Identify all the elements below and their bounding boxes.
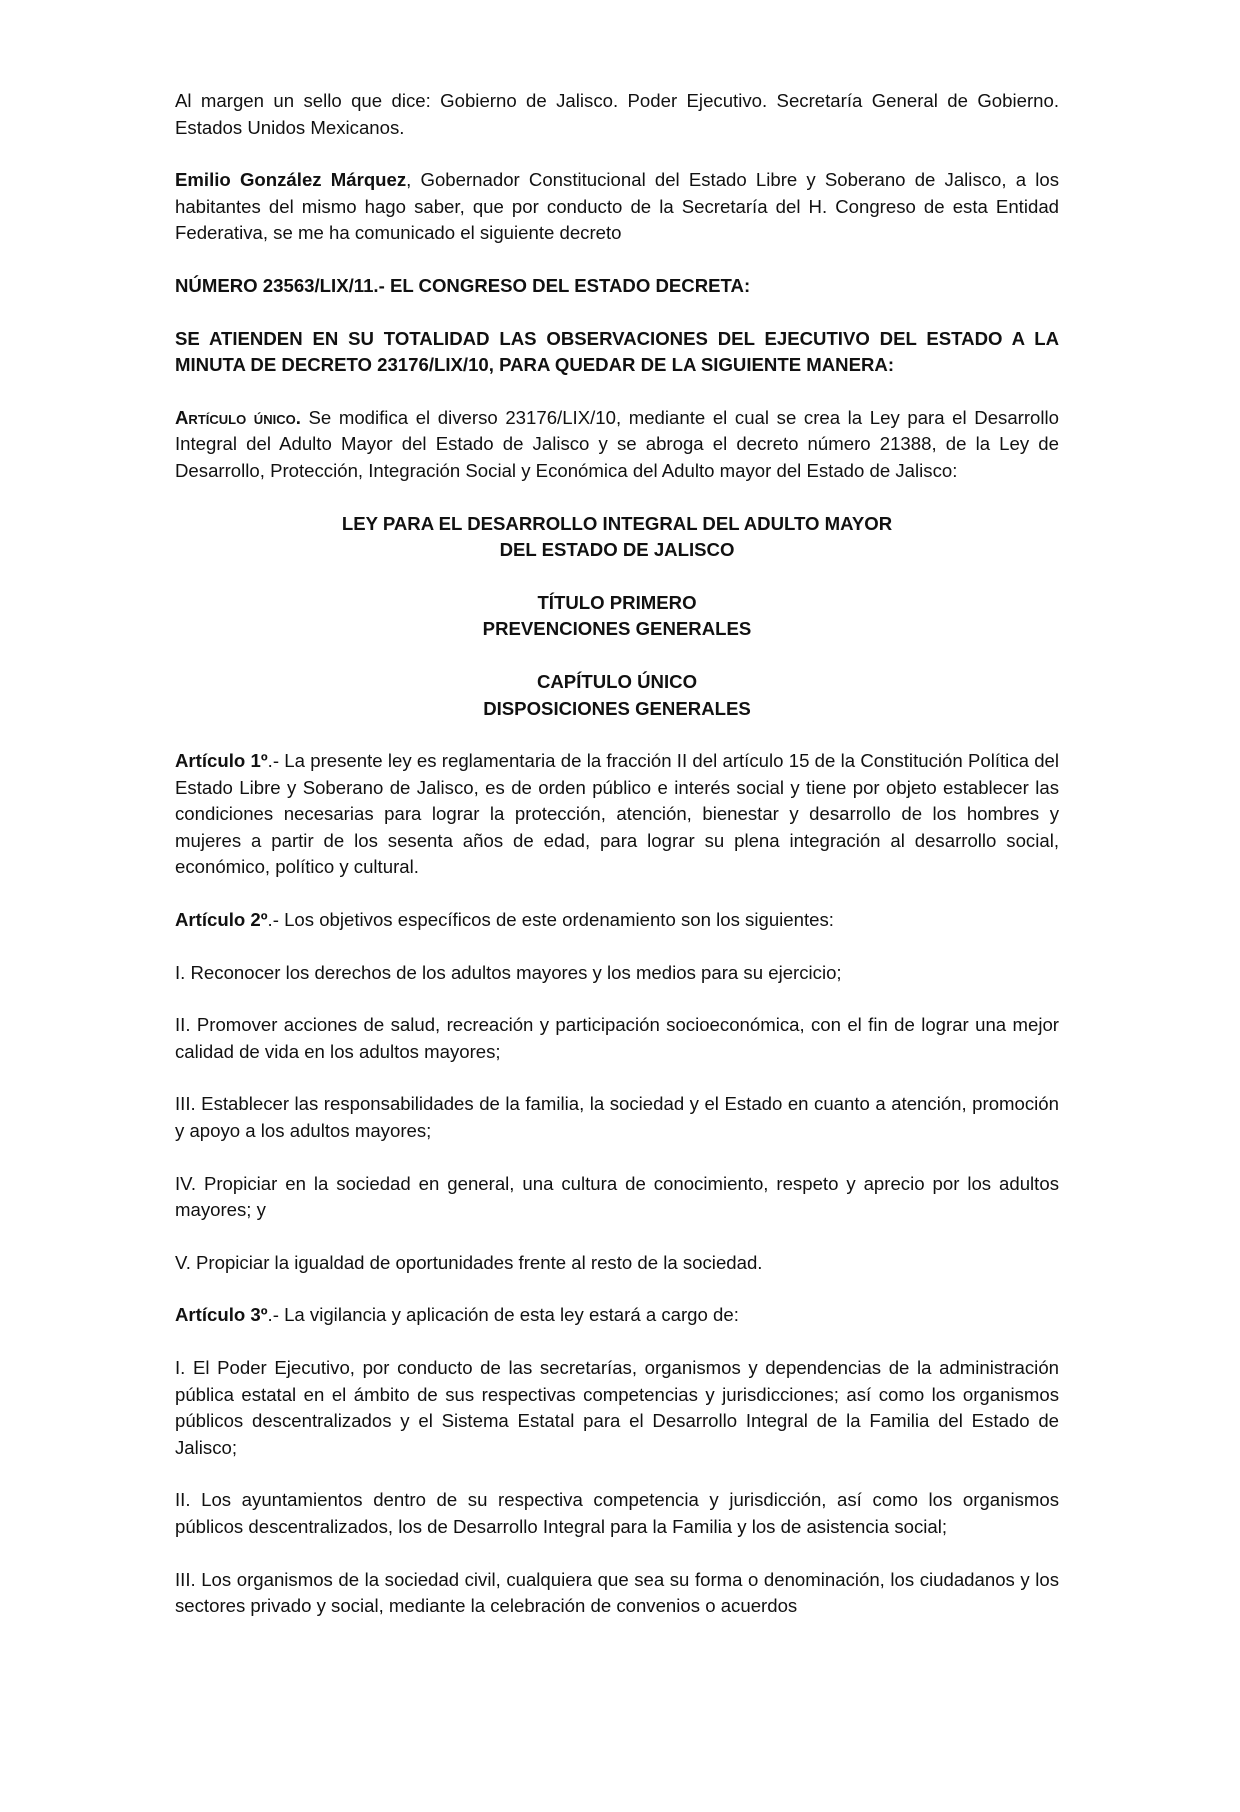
articulo-3-item: II. Los ayuntamientos dentro de su respectiva competencia y jurisdicción, así como los organismos públicos descentralizados, los de Desarrollo Integral para la Familia y los de asistencia social; (175, 1489, 1059, 1537)
articulo-2-item: V. Propiciar la igualdad de oportunidades frente al resto de la sociedad. (175, 1251, 763, 1273)
capitulo-heading (175, 669, 1059, 722)
articulo-3-item: I. El Poder Ejecutivo, por conducto de las secretarías, organismos y dependencias de la administración pública estatal en el ámbito de sus respectivas competencias y jurisdicciones; así como los organismos públicos descentralizados y el Sistema Estatal para el Desarrollo Integral de la Familia del Estado de Jalisco; (175, 1357, 1059, 1458)
titulo-line-1: TÍTULO PRIMERO (537, 591, 697, 613)
articulo-3-label: Artículo 3º (175, 1304, 268, 1326)
capitulo-line-1: CAPÍTULO ÚNICO (536, 670, 698, 692)
governor-name: Emilio González Márquez (175, 169, 407, 191)
articulo-2-item: I. Reconocer los derechos de los adultos mayores y los medios para su ejercicio; (175, 961, 842, 983)
law-title (175, 511, 1059, 564)
seal-paragraph: Al margen un sello que dice: Gobierno de Jalisco. Poder Ejecutivo. Secretaría General de Gobierno. Estados Unidos Mexicanos. (175, 90, 1059, 138)
law-title-line-2: DEL ESTADO DE JALISCO (499, 539, 735, 561)
articulo-2-paragraph (175, 907, 1059, 934)
document-page (175, 88, 1059, 1620)
intro-text: , Gobernador Constitucional del Estado Libre y Soberano de Jalisco, a los habitantes del mismo hago saber, que por conducto de la Secretaría del H. Congreso de esta Entidad Federativa, se me ha comunicado el siguiente decreto (175, 169, 1059, 244)
articulo-3-paragraph (175, 1302, 1059, 1329)
titulo-line-2: PREVENCIONES GENERALES (482, 618, 752, 640)
articulo-3-text: .- La vigilancia y aplicación de esta ley estará a cargo de: (267, 1304, 739, 1326)
articulo-3-item: III. Los organismos de la sociedad civil, cualquiera que sea su forma o denominación, los ciudadanos y los sectores privado y social, mediante la celebración de convenios o acuerdos (175, 1568, 1059, 1617)
decree-number: NÚMERO 23563/LIX/11.- EL CONGRESO DEL ESTADO DECRETA: (175, 274, 751, 296)
articulo-2-label: Artículo 2º (175, 909, 268, 931)
capitulo-line-2: DISPOSICIONES GENERALES (483, 697, 751, 719)
law-title-line-1: LEY PARA EL DESARROLLO INTEGRAL DEL ADULTO MAYOR (341, 512, 893, 534)
titulo-heading (175, 590, 1059, 643)
articulo-1-label: Artículo 1º (175, 750, 268, 772)
articulo-1-text: .- La presente ley es reglamentaria de la fracción II del artículo 15 de la Constitución Política del Estado Libre y Soberano de Jalisco, es de orden público e interés social y tiene por objeto establecer las condiciones necesarias para lograr la protección, atención, bienestar y desarrollo de los hombres y mujeres a partir de los sesenta años de edad, para lograr su plena integración al desarrollo social, económico, político y cultural. (175, 750, 1060, 878)
articulo-2-item: II. Promover acciones de salud, recreación y participación socioeconómica, con el fin de lograr una mejor calidad de vida en los adultos mayores; (175, 1014, 1059, 1062)
intro-paragraph (175, 167, 1059, 247)
articulo-unico-paragraph (175, 405, 1059, 485)
articulo-2-text: .- Los objetivos específicos de este ordenamiento son los siguientes: (267, 909, 834, 931)
articulo-unico-text: Se modifica el diverso 23176/LIX/10, mediante el cual se crea la Ley para el Desarrollo Integral del Adulto Mayor del Estado de Jalisco y se abroga el decreto número 21388, de la Ley de Desarrollo, Protección, Integración Social y Económica del Adulto mayor del Estado de Jalisco: (175, 406, 1059, 481)
articulo-1-paragraph (175, 748, 1059, 881)
articulo-2-item: IV. Propiciar en la sociedad en general, una cultura de conocimiento, respeto y aprecio por los adultos mayores; y (175, 1172, 1059, 1221)
articulo-2-item: III. Establecer las responsabilidades de la familia, la sociedad y el Estado en cuanto a atención, promoción y apoyo a los adultos mayores; (175, 1093, 1059, 1142)
articulo-unico-label: Artículo único. (175, 406, 301, 428)
decree-statement: SE ATIENDEN EN SU TOTALIDAD LAS OBSERVACIONES DEL EJECUTIVO DEL ESTADO A LA MINUTA DE DECRETO 23176/LIX/10, PARA QUEDAR DE LA SIGUIENTE MANERA: (175, 327, 1059, 376)
